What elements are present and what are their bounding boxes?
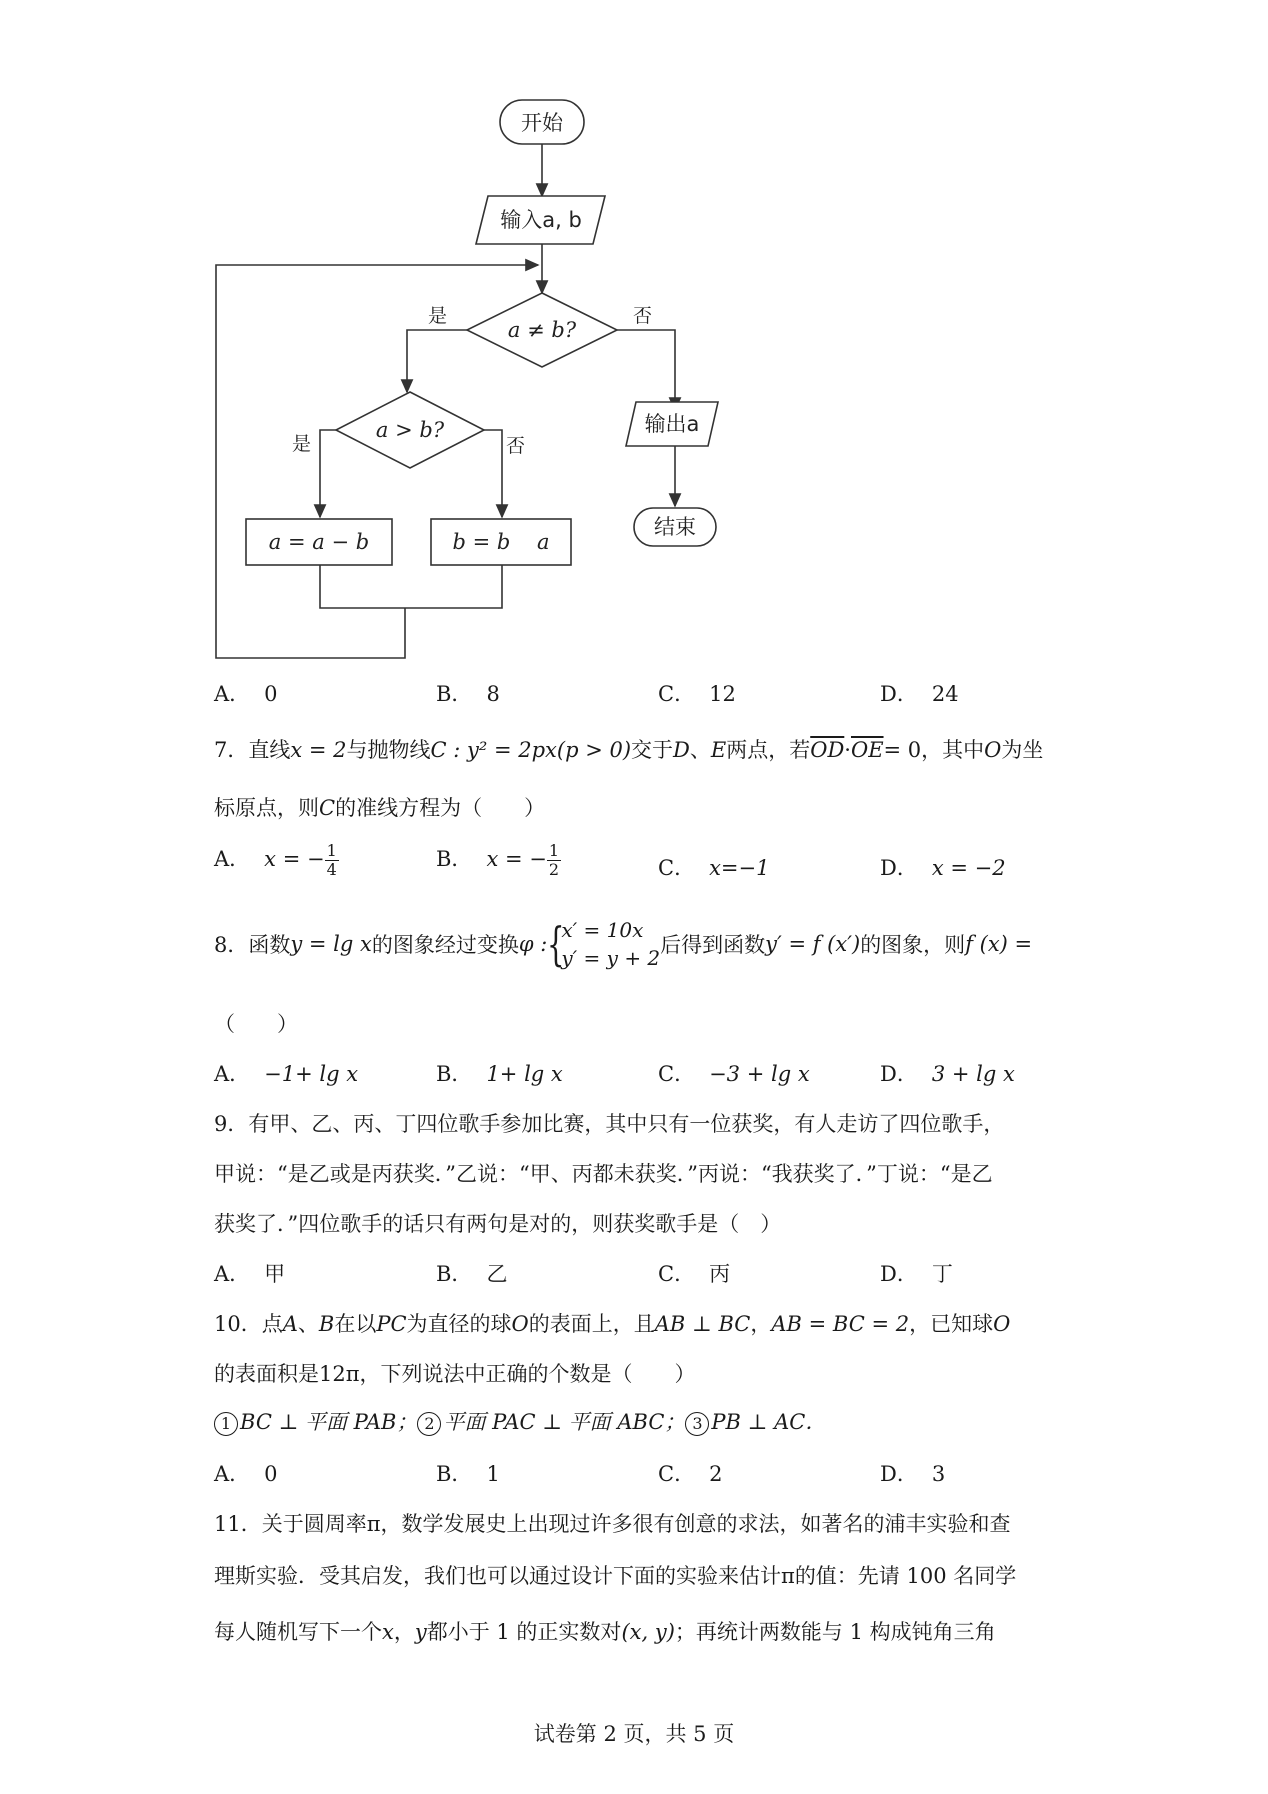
q9-option-c: C． 丙 bbox=[658, 1262, 731, 1286]
q11-line1: 11．关于圆周率π，数学发展史上出现过许多很有创意的求法，如著名的浦丰实验和查 bbox=[214, 1512, 1011, 1536]
q8-paren: （ ） bbox=[214, 1012, 298, 1036]
cond1-no-label: 否 bbox=[633, 305, 653, 327]
q8-option-a: A． −1+ lg x bbox=[214, 1062, 359, 1086]
input-label: 输入a, b bbox=[500, 208, 582, 232]
q8-option-c: C． −3 + lg x bbox=[658, 1062, 810, 1086]
q10-option-b: B． 1 bbox=[436, 1462, 500, 1486]
q7-option-d: D． x = −2 bbox=[880, 856, 1006, 880]
q9-line3: 获奖了．”四位歌手的话只有两句是对的，则获奖歌手是（ ） bbox=[214, 1212, 782, 1236]
output-label: 输出a bbox=[644, 412, 700, 436]
q8-option-b: B． 1+ lg x bbox=[436, 1062, 563, 1086]
box-left-label: a = a − b bbox=[268, 530, 370, 554]
q6-option-c: C． 12 bbox=[658, 682, 736, 706]
q10-option-c: C． 2 bbox=[658, 1462, 723, 1486]
flowchart bbox=[0, 0, 1268, 680]
cond2-yes-label: 是 bbox=[292, 433, 312, 455]
box-right-label: b = b a bbox=[452, 530, 550, 554]
q9-option-b: B． 乙 bbox=[436, 1262, 508, 1286]
cond2-label: a > b? bbox=[375, 418, 445, 442]
q10-option-d: D． 3 bbox=[880, 1462, 946, 1486]
q6-option-a: A． 0 bbox=[214, 682, 278, 706]
q10-line2: 的表面积是12π，下列说法中正确的个数是（ ） bbox=[214, 1362, 696, 1386]
q7-option-b: B． x = − $\frac{1}{2}$ bbox=[436, 841, 560, 879]
start-label: 开始 bbox=[521, 111, 563, 135]
end-label: 结束 bbox=[654, 515, 696, 539]
q7-option-c: C． x=−1 bbox=[658, 856, 770, 880]
q8-option-d: D． 3 + lg x bbox=[880, 1062, 1015, 1086]
q7-line1: 7．直线x = 2与抛物线C : y² = 2px(p > 0)交于D、E两点，若$\overline{OD}\cdot\overline{OE}= 0$，其中O为坐 bbox=[214, 738, 1044, 762]
q7-line2: 标原点，则C的准线方程为（ ） bbox=[214, 796, 546, 820]
q10-line1: 10．点A、B在以PC为直径的球O的表面上，且AB ⊥ BC，AB = BC = 2，已知球O bbox=[214, 1312, 1011, 1336]
q10-statements: 1 BC ⊥ 平面 PAB； 2 平面 PAC ⊥ 平面 ABC； 3 PB ⊥ AC． bbox=[214, 1406, 826, 1436]
page-footer: 试卷第 2 页，共 5 页 bbox=[533, 1722, 735, 1746]
cond2-no-label: 否 bbox=[506, 435, 526, 457]
cond1-label: a ≠ b? bbox=[507, 318, 577, 342]
q6-option-d: D． 24 bbox=[880, 682, 959, 706]
q10-option-a: A． 0 bbox=[214, 1462, 278, 1486]
cond1-yes-label: 是 bbox=[428, 305, 448, 327]
q9-line2: 甲说：“是乙或是丙获奖．”乙说：“甲、丙都未获奖．”丙说：“我获奖了．”丁说：“是乙 bbox=[214, 1162, 993, 1186]
q9-option-d: D． 丁 bbox=[880, 1262, 953, 1286]
q9-line1: 9．有甲、乙、丙、丁四位歌手参加比赛，其中只有一位获奖，有人走访了四位歌手， bbox=[214, 1112, 1005, 1136]
q8-line1: 8．函数y = lg x的图象经过变换φ : { x′ = 10x y′ = y + 2 后得到函数y′ = f (x′)的图象，则f (x) = bbox=[214, 917, 1033, 971]
q9-option-a: A． 甲 bbox=[214, 1262, 286, 1286]
q7-option-a: A． x = − $\frac{1}{4}$ bbox=[214, 841, 337, 879]
q11-line2: 理斯实验．受其启发，我们也可以通过设计下面的实验来估计π的值：先请 100 名同学 bbox=[214, 1564, 1017, 1588]
q8-transform-system: { x′ = 10x y′ = y + 2 bbox=[547, 917, 661, 971]
q6-option-b: B． 8 bbox=[436, 682, 500, 706]
q11-line3: 每人随机写下一个x，y都小于 1 的正实数对(x, y)；再统计两数能与 1 构成钝角三角 bbox=[214, 1620, 996, 1644]
